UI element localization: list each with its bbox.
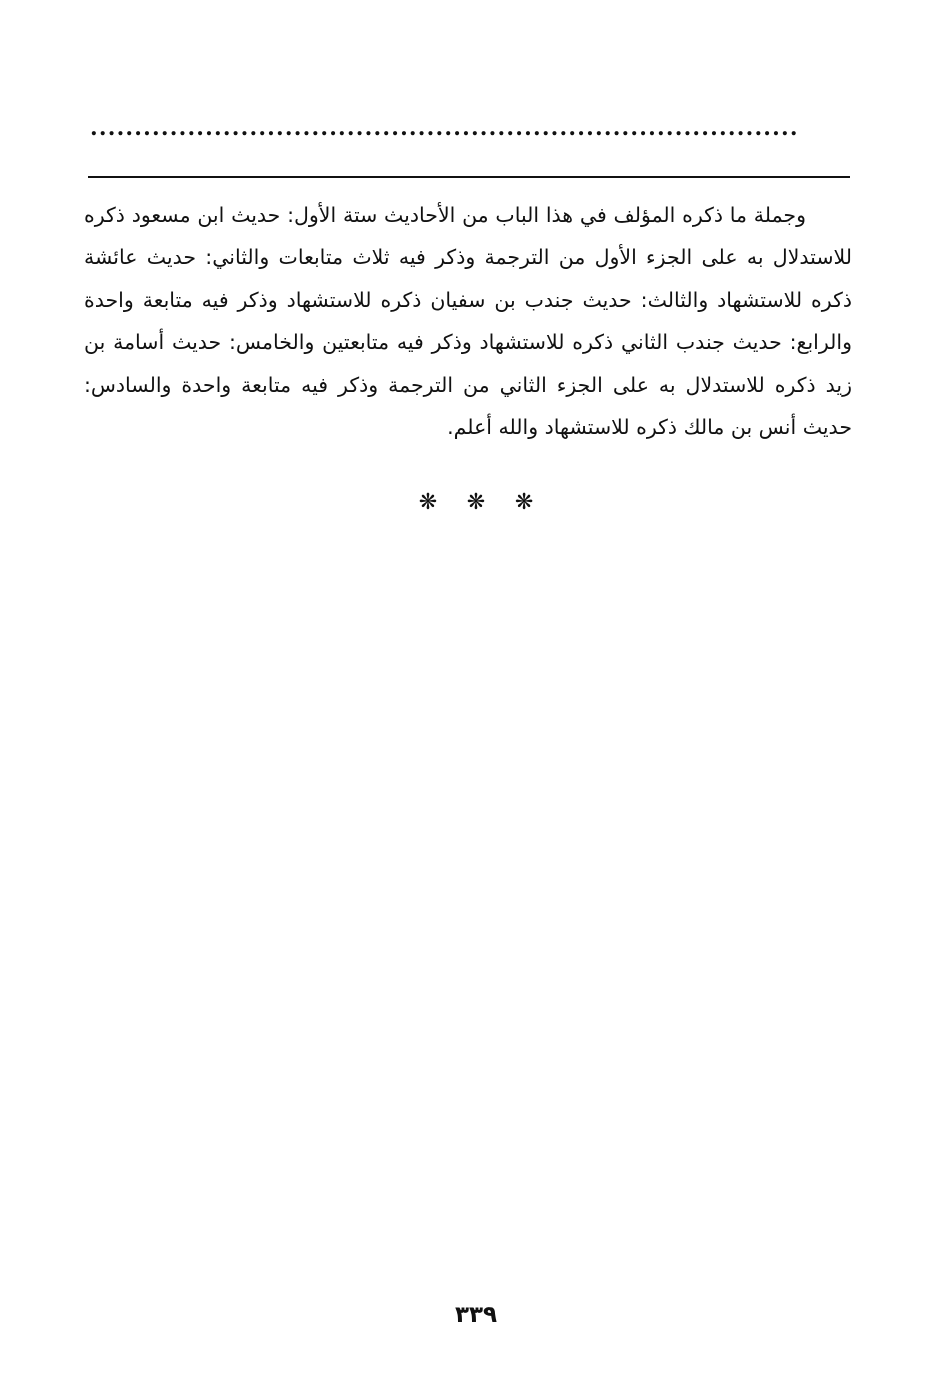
page-number: ٣٣٩ (454, 1302, 498, 1328)
body-paragraph: وجملة ما ذكره المؤلف في هذا الباب من الأحاديث ستة الأول: حديث ابن مسعود ذكره للاستدلال به على الجزء الأول من الترجمة وذكر فيه ثلاث متابعات والثاني: حديث عائشة ذكره للاستشهاد والثالث: حديث جندب بن سفيان ذكره للاستشهاد وذكر فيه متابعة واحدة والرابع: حديث جندب الثاني ذكره للاستشهاد وذكر فيه متابعتين والخامس: حديث أسامة بن زيد ذكره للاستدلال به على الجزء الثاني من الترجمة وذكر فيه متابعة واحدة والسادس: حديث أنس بن مالك ذكره للاستشهاد والله أعلم. (84, 203, 852, 440)
horizontal-rule (88, 176, 850, 178)
section-separator-stars: ❋ ❋ ❋ (418, 490, 534, 515)
dotted-separator: ................................................................................ (90, 118, 799, 138)
main-text-block (84, 194, 852, 448)
